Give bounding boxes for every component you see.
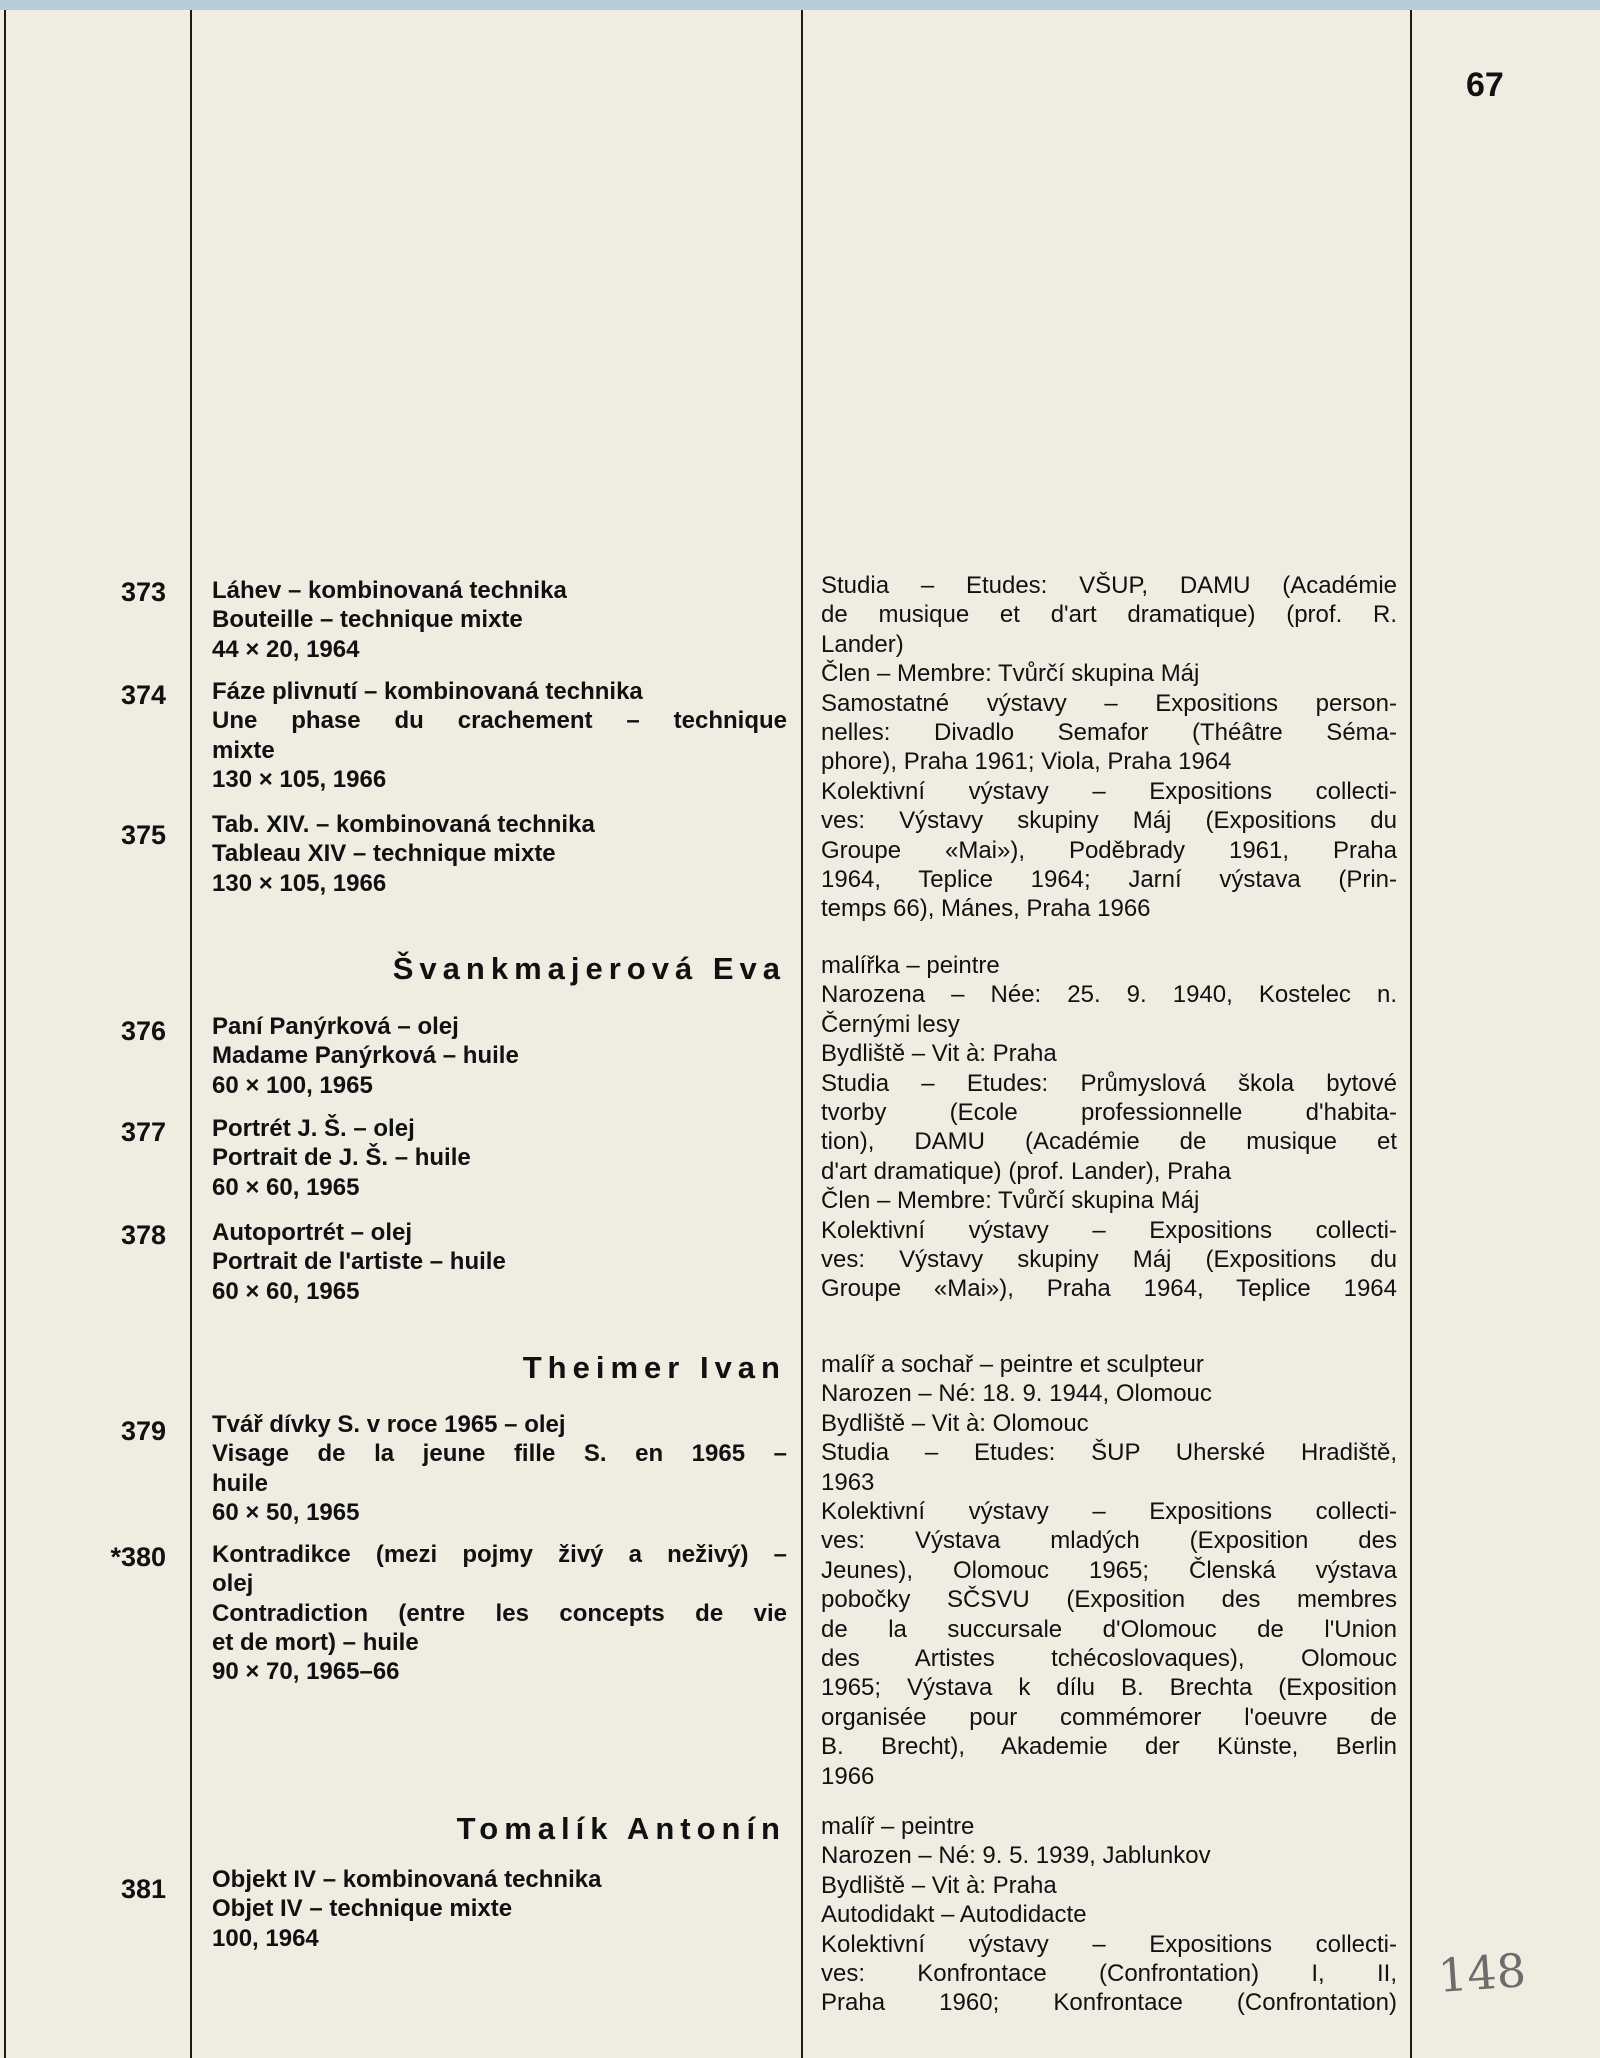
catalogue-number: 374 [120, 680, 166, 710]
catalogue-number: *380 [110, 1542, 166, 1572]
artist-bio [821, 571, 1397, 924]
bio-line: Samostatné výstavy – Expositions person- [821, 689, 1397, 717]
bio-line: tvorby (Ecole professionnelle d'habita- [821, 1099, 1397, 1127]
catalogue-entry [212, 1865, 787, 1953]
bio-line: tion), DAMU (Académie de musique et [821, 1128, 1397, 1156]
entry-line: huile [212, 1469, 269, 1497]
entry-line: Paní Panýrková – olej [212, 1013, 459, 1040]
bio-line: phore), Praha 1961; Viola, Praha 1964 [821, 748, 1232, 776]
entry-line: Portrait de l'artiste – huile [212, 1248, 506, 1276]
entry-line: Contradiction (entre les concepts de vie [212, 1599, 787, 1627]
entry-line: Objekt IV – kombinovaná technika [212, 1866, 602, 1893]
entry-line: Portrait de J. Š. – huile [212, 1144, 471, 1172]
catalogue-entry [212, 1540, 787, 1686]
page-number: 67 [1466, 66, 1504, 104]
entry-line: 90 × 70, 1965–66 [212, 1658, 400, 1686]
bio-line: Kolektivní výstavy – Expositions collecti- [821, 777, 1397, 805]
bio-line: 1964, Teplice 1964; Jarní výstava (Prin- [821, 866, 1397, 894]
entry-line: 130 × 105, 1966 [212, 869, 387, 897]
catalogue-entry [212, 677, 787, 794]
bio-line: des Artistes tchécoslovaques), Olomouc [821, 1645, 1397, 1673]
entry-line: 60 × 100, 1965 [212, 1071, 373, 1099]
artist-heading: Tomalík Antonín [456, 1811, 786, 1846]
column-rule-number [190, 10, 192, 2058]
artist-bio [821, 1350, 1397, 1791]
bio-line: Člen – Membre: Tvůrčí skupina Máj [821, 660, 1200, 688]
entry-line: Tab. XIV. – kombinovaná technika [212, 811, 595, 838]
bio-line: Bydliště – Vit à: Praha [821, 1040, 1057, 1068]
bio-line: Praha 1960; Konfrontace (Confrontation) [821, 1989, 1397, 2017]
bio-line: pobočky SČSVU (Exposition des membres [821, 1586, 1397, 1614]
entry-line: 60 × 50, 1965 [212, 1498, 360, 1526]
bio-line: organisée pour commémorer l'oeuvre de [821, 1703, 1397, 1731]
entry-line: Bouteille – technique mixte [212, 606, 523, 634]
bio-line: 1966 [821, 1762, 875, 1790]
artist-bio [821, 951, 1397, 1304]
entry-line: 60 × 60, 1965 [212, 1277, 360, 1305]
entry-line: Autoportrét – olej [212, 1219, 413, 1246]
bio-line: ves: Výstava mladých (Exposition des [821, 1527, 1397, 1555]
catalogue-number: 379 [120, 1416, 166, 1446]
bio-line: ves: Výstavy skupiny Máj (Expositions du [821, 1246, 1397, 1274]
entry-line: et de mort) – huile [212, 1628, 419, 1656]
catalogue-entry [212, 1012, 787, 1100]
catalogue-entry [212, 810, 787, 898]
bio-line: B. Brecht), Akademie der Künste, Berlin [821, 1733, 1397, 1761]
entry-line: olej [212, 1570, 254, 1598]
column-rule-right [1410, 10, 1412, 2058]
artist-heading: Theimer Ivan [522, 1350, 786, 1385]
bio-line: 1965; Výstava k dílu B. Brechta (Exposition [821, 1674, 1397, 1702]
entry-line: Portrét J. Š. – olej [212, 1115, 415, 1142]
bio-line: Černými lesy [821, 1010, 960, 1038]
bio-line: Kolektivní výstavy – Expositions collecti- [821, 1498, 1397, 1526]
catalogue-number: 375 [120, 820, 166, 850]
bio-line: malíř a sochař – peintre et sculpteur [821, 1351, 1204, 1378]
bio-line: Studia – Etudes: ŠUP Uherské Hradiště, [821, 1439, 1397, 1467]
bio-line: Bydliště – Vit à: Praha [821, 1871, 1057, 1899]
bio-line: 1963 [821, 1468, 875, 1496]
bio-line: Člen – Membre: Tvůrčí skupina Máj [821, 1187, 1200, 1215]
bio-line: d'art dramatique) (prof. Lander), Praha [821, 1157, 1232, 1185]
entry-line: 100, 1964 [212, 1924, 319, 1952]
bio-line: Studia – Etudes: VŠUP, DAMU (Académie [821, 572, 1397, 599]
bio-line: Kolektivní výstavy – Expositions collecti- [821, 1930, 1397, 1958]
column-rule-left [4, 10, 6, 2058]
bio-line: de la succursale d'Olomouc de l'Union [821, 1615, 1397, 1643]
catalogue-number: 373 [120, 577, 166, 607]
bio-line: nelles: Divadlo Semafor (Théâtre Séma- [821, 719, 1397, 747]
catalogue-number: 381 [120, 1874, 166, 1904]
artist-bio [821, 1812, 1397, 2018]
bio-line: ves: Konfrontace (Confrontation) I, II, [821, 1960, 1397, 1988]
catalogue-entry [212, 1114, 787, 1202]
entry-line: mixte [212, 736, 275, 764]
bio-line: Narozen – Né: 18. 9. 1944, Olomouc [821, 1380, 1212, 1408]
catalogue-number: 378 [120, 1220, 166, 1250]
handwritten-note: 148 [1436, 1943, 1528, 2003]
bio-line: temps 66), Mánes, Praha 1966 [821, 895, 1151, 923]
entry-line: Visage de la jeune fille S. en 1965 – [212, 1440, 787, 1468]
catalogue-number: 377 [120, 1117, 166, 1147]
entry-line: Objet IV – technique mixte [212, 1895, 513, 1923]
entry-line: Madame Panýrková – huile [212, 1042, 519, 1070]
bio-line: Bydliště – Vit à: Olomouc [821, 1409, 1089, 1437]
bio-line: Narozen – Né: 9. 5. 1939, Jablunkov [821, 1842, 1211, 1870]
catalogue-number: 376 [120, 1016, 166, 1046]
bio-line: ves: Výstavy skupiny Máj (Expositions du [821, 807, 1397, 835]
scan-top-edge [0, 0, 1600, 10]
bio-line: Studia – Etudes: Průmyslová škola bytové [821, 1069, 1397, 1097]
catalogue-entry [212, 576, 787, 664]
bio-line: malíř – peintre [821, 1813, 975, 1840]
bio-line: de musique et d'art dramatique) (prof. R. [821, 601, 1397, 629]
entry-line: 60 × 60, 1965 [212, 1173, 360, 1201]
bio-line: Jeunes), Olomouc 1965; Členská výstava [821, 1556, 1397, 1584]
bio-line: Narozena – Née: 25. 9. 1940, Kostelec n. [821, 981, 1397, 1009]
entry-line: Tableau XIV – technique mixte [212, 840, 556, 868]
entry-line: Fáze plivnutí – kombinovaná technika [212, 678, 643, 705]
entry-line: Láhev – kombinovaná technika [212, 577, 567, 604]
bio-line: Groupe «Mai»), Praha 1964, Teplice 1964 [821, 1275, 1397, 1303]
artist-heading: Švankmajerová Eva [392, 951, 786, 986]
entry-line: Tvář dívky S. v roce 1965 – olej [212, 1411, 566, 1438]
entry-line: Une phase du crachement – technique [212, 707, 787, 735]
bio-line: Autodidakt – Autodidacte [821, 1901, 1087, 1929]
entry-line: 44 × 20, 1964 [212, 635, 360, 663]
bio-line: Groupe «Mai»), Poděbrady 1961, Praha [821, 836, 1397, 864]
column-rule-middle [801, 10, 803, 2058]
entry-line: 130 × 105, 1966 [212, 765, 387, 793]
catalogue-entry [212, 1410, 787, 1527]
bio-line: Kolektivní výstavy – Expositions collecti- [821, 1216, 1397, 1244]
entry-line: Kontradikce (mezi pojmy živý a neživý) – [212, 1541, 787, 1568]
bio-line: Lander) [821, 630, 904, 658]
catalogue-entry [212, 1218, 787, 1306]
bio-line: malířka – peintre [821, 952, 1000, 979]
